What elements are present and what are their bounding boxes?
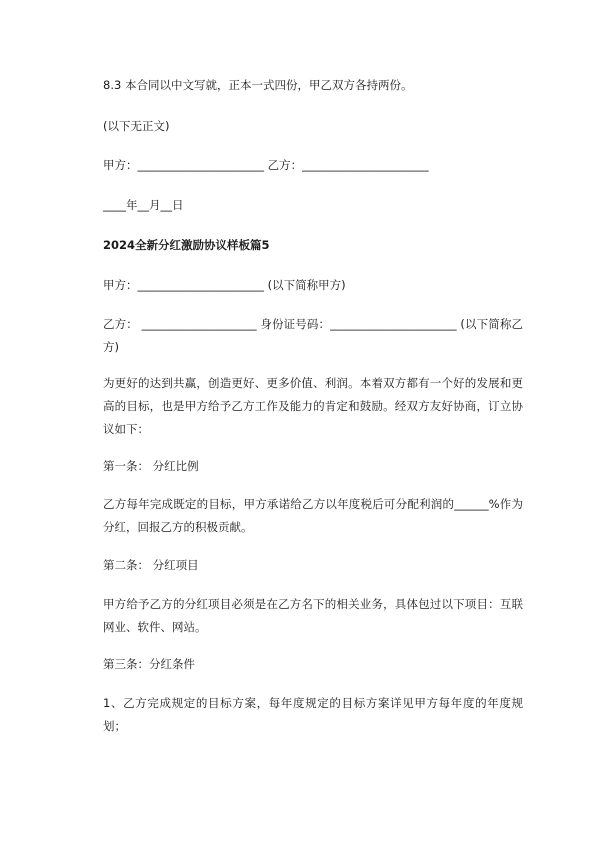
article-3-item-1: 1、乙方完成规定的目标方案，每年度规定的目标方案详见甲方每年度的年度规划； [103,696,523,733]
date-line: ____年__月__日 [103,198,184,212]
intro-paragraph: 为更好的达到共赢，创造更好、更多价值、利润。本着双方都有一个好的发展和更高的目标，也是甲方给予乙方工作及能力的肯定和鼓励。经双方友好协商，订立协议如下： [103,376,523,436]
article-2-title: 第二条： 分红项目 [103,558,199,572]
article-1-title: 第一条： 分红比例 [103,459,199,473]
no-more-text-note: (以下无正文) [103,119,170,133]
party-a-line: 甲方：______________________ (以下简称甲方) [103,278,346,292]
signature-line: 甲方：______________________ 乙方：______________________ [103,158,429,172]
article-2-body: 甲方给予乙方的分红项目必须是在乙方名下的相关业务，具体包过以下项目：互联网业、软件、网站。 [103,597,523,634]
article-3-title: 第三条：分红条件 [103,657,195,671]
section-title: 2024全新分红激励协议样板篇5 [103,238,270,252]
clause-8-3: 8.3 本合同以中文写就，正本一式四份，甲乙双方各持两份。 [103,78,413,92]
party-b-line: 乙方： ____________________ 身份证号码：______________________ (以下简称乙方) [103,317,523,354]
article-1-body: 乙方每年完成既定的目标，甲方承诺给乙方以年度税后可分配利润的______%作为分红，回报乙方的积极贡献。 [103,497,523,534]
